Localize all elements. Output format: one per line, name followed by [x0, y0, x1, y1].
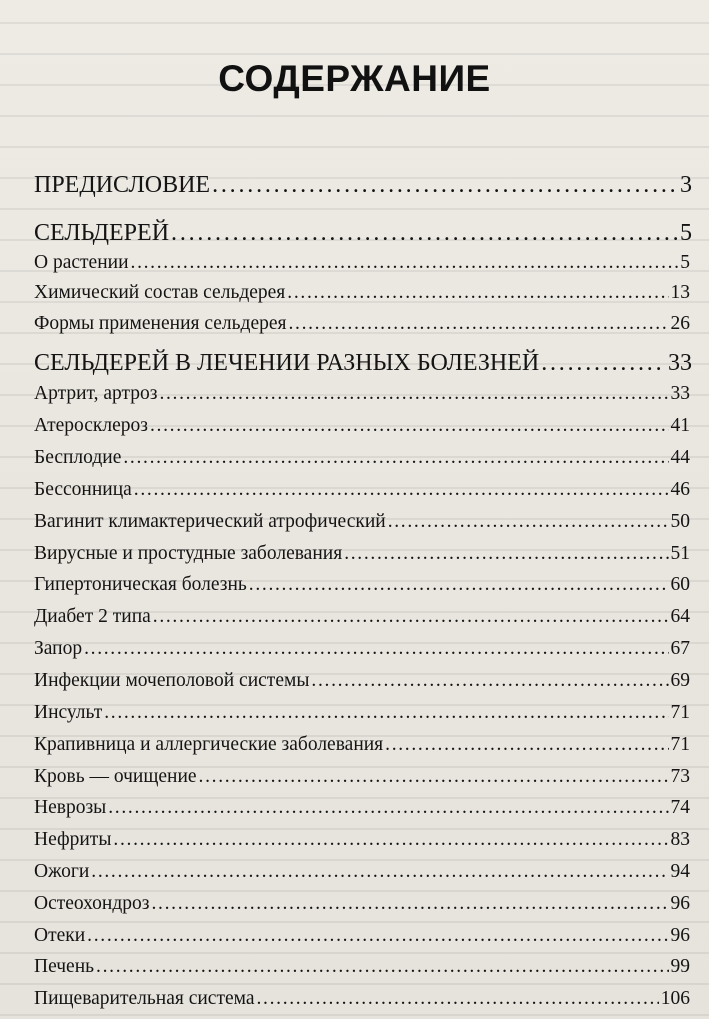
toc-entry-label: Вагинит климактерический атрофический [34, 511, 386, 532]
toc-entry-page-number: 83 [670, 829, 690, 850]
dot-leader [311, 670, 668, 690]
toc-entry [34, 797, 690, 819]
dot-leader [385, 734, 668, 754]
toc-entry-page-number: 3 [680, 172, 692, 198]
toc-entry-page-number: 64 [670, 606, 690, 627]
dot-leader [131, 252, 679, 272]
toc-entry-page-number: 106 [660, 988, 690, 1009]
toc-entry-label: Неврозы [34, 797, 107, 818]
toc-entry [34, 766, 690, 788]
dot-leader [287, 282, 668, 302]
toc-entry-label: Бесплодие [34, 447, 122, 468]
toc-entry-label: Крапивница и аллергические заболевания [34, 734, 384, 755]
dot-leader [153, 606, 669, 626]
page-title: СОДЕРЖАНИЕ [218, 58, 491, 99]
dot-leader [134, 479, 669, 499]
dot-leader [150, 415, 669, 435]
toc-entry [34, 861, 690, 883]
toc-section-entry [34, 220, 692, 247]
toc-entry-page-number: 99 [670, 956, 690, 977]
dot-leader [152, 893, 669, 913]
toc-entry-label: Диабет 2 типа [34, 606, 151, 627]
toc-entry-label: Остеохондроз [34, 893, 150, 914]
toc-section-entry [34, 172, 692, 199]
toc-entry-label: Гипертоническая болезнь [34, 574, 247, 595]
toc-entry-page-number: 69 [670, 670, 690, 691]
toc-entry [34, 893, 690, 915]
dot-leader [199, 766, 669, 786]
toc-entry-label: Печень [34, 956, 95, 977]
toc-entry-page-number: 41 [670, 415, 690, 436]
toc-entry-page-number: 44 [670, 447, 690, 468]
toc-entry-page-number: 71 [670, 734, 690, 755]
toc-entry-label: Формы применения сельдерея [34, 313, 287, 334]
toc-entry [34, 925, 690, 947]
toc-entry-page-number: 71 [670, 702, 690, 723]
toc-entry [34, 670, 690, 692]
toc-entry [34, 383, 690, 405]
toc-entry-page-number: 74 [670, 797, 690, 818]
dot-leader [288, 313, 668, 333]
toc-entry-label: О растении [34, 252, 129, 273]
toc-entry [34, 511, 690, 533]
toc-entry-label: Артрит, артроз [34, 383, 158, 404]
toc-entry-page-number: 73 [670, 766, 690, 787]
toc-entry [34, 829, 690, 851]
dot-leader [344, 543, 668, 563]
dot-leader [123, 447, 668, 467]
toc-entry-label: Запор [34, 638, 83, 659]
toc-entry-label: Нефриты [34, 829, 112, 850]
toc-entry-page-number: 5 [680, 220, 692, 246]
dot-leader [249, 574, 669, 594]
dot-leader [257, 988, 659, 1008]
dot-leader [388, 511, 669, 531]
toc-entry [34, 606, 690, 628]
toc-entry-label: Пищеварительная система [34, 988, 255, 1009]
toc-entry-page-number: 33 [670, 383, 690, 404]
toc-entry-label: ПРЕДИСЛОВИЕ [34, 172, 211, 198]
toc-entry-label: Инфекции мочеполовой системы [34, 670, 310, 691]
toc-section-entry [34, 350, 692, 377]
toc-entry-page-number: 5 [680, 252, 690, 273]
toc-entry-page-number: 13 [670, 282, 690, 303]
toc-entry-page-number: 60 [670, 574, 690, 595]
toc-entry [34, 543, 690, 565]
toc-entry-page-number: 26 [670, 313, 690, 334]
toc-entry-page-number: 96 [670, 925, 690, 946]
toc-entry-page-number: 33 [668, 350, 692, 376]
toc-entry-label: СЕЛЬДЕРЕЙ [34, 220, 170, 246]
dot-leader [113, 829, 668, 849]
toc-entry-label: Химический состав сельдерея [34, 282, 286, 303]
toc-entry [34, 415, 690, 437]
toc-entry [34, 702, 690, 724]
toc-entry-page-number: 67 [670, 638, 690, 659]
dot-leader [212, 172, 678, 196]
dot-leader [108, 797, 668, 817]
toc-entry-label: СЕЛЬДЕРЕЙ В ЛЕЧЕНИИ РАЗНЫХ БОЛЕЗНЕЙ [34, 350, 540, 376]
toc-entry-page-number: 50 [670, 511, 690, 532]
toc-entry [34, 988, 690, 1010]
toc-entry [34, 734, 690, 756]
toc-entry-label: Инсульт [34, 702, 103, 723]
dot-leader [87, 925, 668, 945]
dot-leader [91, 861, 668, 881]
toc-entry [34, 638, 690, 660]
toc-entry [34, 252, 690, 274]
dot-leader [96, 956, 668, 976]
toc-entry-label: Отеки [34, 925, 86, 946]
toc-entry-page-number: 46 [670, 479, 690, 500]
toc-entry [34, 956, 690, 978]
dot-leader [541, 350, 666, 374]
toc-entry-label: Ожоги [34, 861, 90, 882]
toc-entry-label: Вирусные и простудные заболевания [34, 543, 343, 564]
toc-entry-label: Бессонница [34, 479, 132, 500]
toc-entry [34, 574, 690, 596]
dot-leader [84, 638, 668, 658]
toc-entry-label: Атеросклероз [34, 415, 148, 436]
dot-leader [159, 383, 668, 403]
toc-entry [34, 447, 690, 469]
toc-entry-page-number: 51 [670, 543, 690, 564]
toc-entry [34, 479, 690, 501]
dot-leader [104, 702, 668, 722]
dot-leader [171, 220, 678, 244]
toc-entry-label: Кровь — очищение [34, 766, 197, 787]
toc-entry [34, 282, 690, 304]
toc-entry-page-number: 96 [670, 893, 690, 914]
toc-entry [34, 313, 690, 335]
toc-entry-page-number: 94 [670, 861, 690, 882]
